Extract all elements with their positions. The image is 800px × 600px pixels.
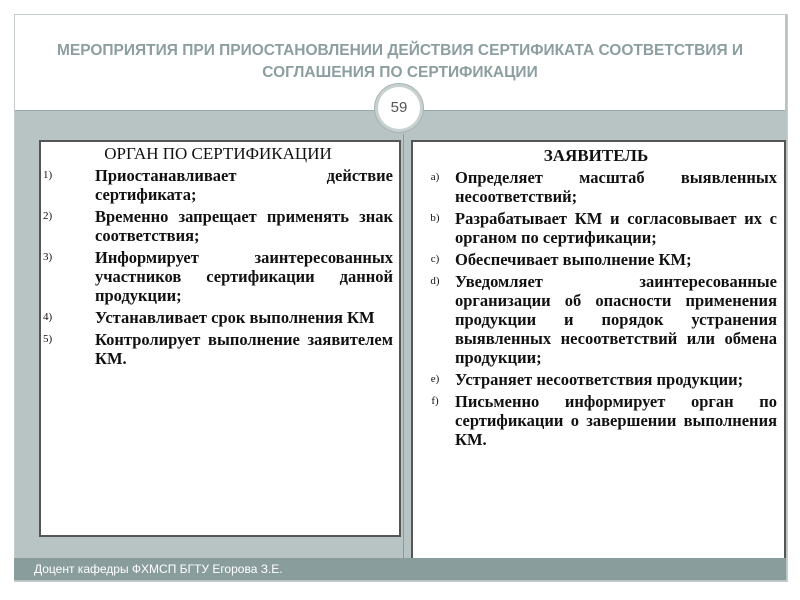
list-item — [43, 207, 393, 245]
list-item — [415, 168, 777, 206]
list-marker: 3) — [43, 251, 53, 263]
list-marker: 4) — [43, 311, 53, 323]
certification-body-list — [43, 166, 393, 368]
list-item — [415, 272, 777, 367]
list-item-text: Обеспечивает выполнение КМ; — [455, 250, 692, 269]
list-marker: 5) — [43, 333, 53, 345]
applicant-list — [415, 168, 777, 449]
list-item — [415, 209, 777, 247]
list-item — [415, 370, 777, 389]
list-marker: 2) — [43, 210, 53, 222]
list-marker: d) — [430, 275, 440, 287]
list-item — [43, 248, 393, 305]
applicant-heading: ЗАЯВИТЕЛЬ — [543, 146, 649, 165]
list-item — [415, 250, 777, 269]
list-item — [43, 166, 393, 204]
list-item-text: Информирует заинтересованных участников сертификации данной продукции; — [95, 248, 393, 305]
list-item — [43, 330, 393, 368]
slide-title: МЕРОПРИЯТИЯ ПРИ ПРИОСТАНОВЛЕНИИ ДЕЙСТВИЯ СЕРТИФИКАТА СООТВЕТСТВИЯ И СОГЛАШЕНИЯ ПО СЕРТИФИКАЦИИ — [56, 42, 744, 81]
footer-author: Доцент кафедры ФХМСП БГТУ Егорова З.Е. — [34, 562, 283, 576]
list-item-text: Временно запрещает применять знак соответствия; — [95, 207, 393, 245]
applicant-box — [411, 140, 786, 577]
list-item-text: Устанавливает срок выполнения КМ — [95, 308, 375, 327]
list-marker: b) — [430, 212, 440, 224]
list-item-text: Устраняет несоответствия продукции; — [455, 370, 744, 389]
list-item — [415, 392, 777, 449]
list-item — [43, 308, 393, 327]
list-marker: f) — [431, 395, 439, 407]
list-item-text: Разрабатывает КМ и согласовывает их с органом по сертификации; — [455, 209, 777, 247]
list-item-text: Уведомляет заинтересованные организации об опасности применения продукции и порядок устранения выявленных несоответствий или обмена продукции; — [455, 272, 777, 367]
list-marker: 1) — [43, 169, 53, 181]
list-item-text: Приостанавливает действие сертификата; — [95, 166, 393, 204]
list-item-text: Контролирует выполнение заявителем КМ. — [95, 330, 393, 368]
list-marker: e) — [430, 373, 440, 385]
list-item-text: Определяет масштаб выявленных несоответствий; — [455, 168, 777, 206]
certification-body-heading: ОРГАН ПО СЕРТИФИКАЦИИ — [104, 144, 332, 163]
column-divider — [403, 134, 404, 580]
list-marker: c) — [430, 253, 440, 265]
certification-body-box — [39, 140, 401, 537]
list-marker: a) — [430, 171, 440, 183]
slide-number-badge: 59 — [378, 87, 420, 129]
list-item-text: Письменно информирует орган по сертификации о завершении выполнения КМ. — [455, 392, 777, 449]
